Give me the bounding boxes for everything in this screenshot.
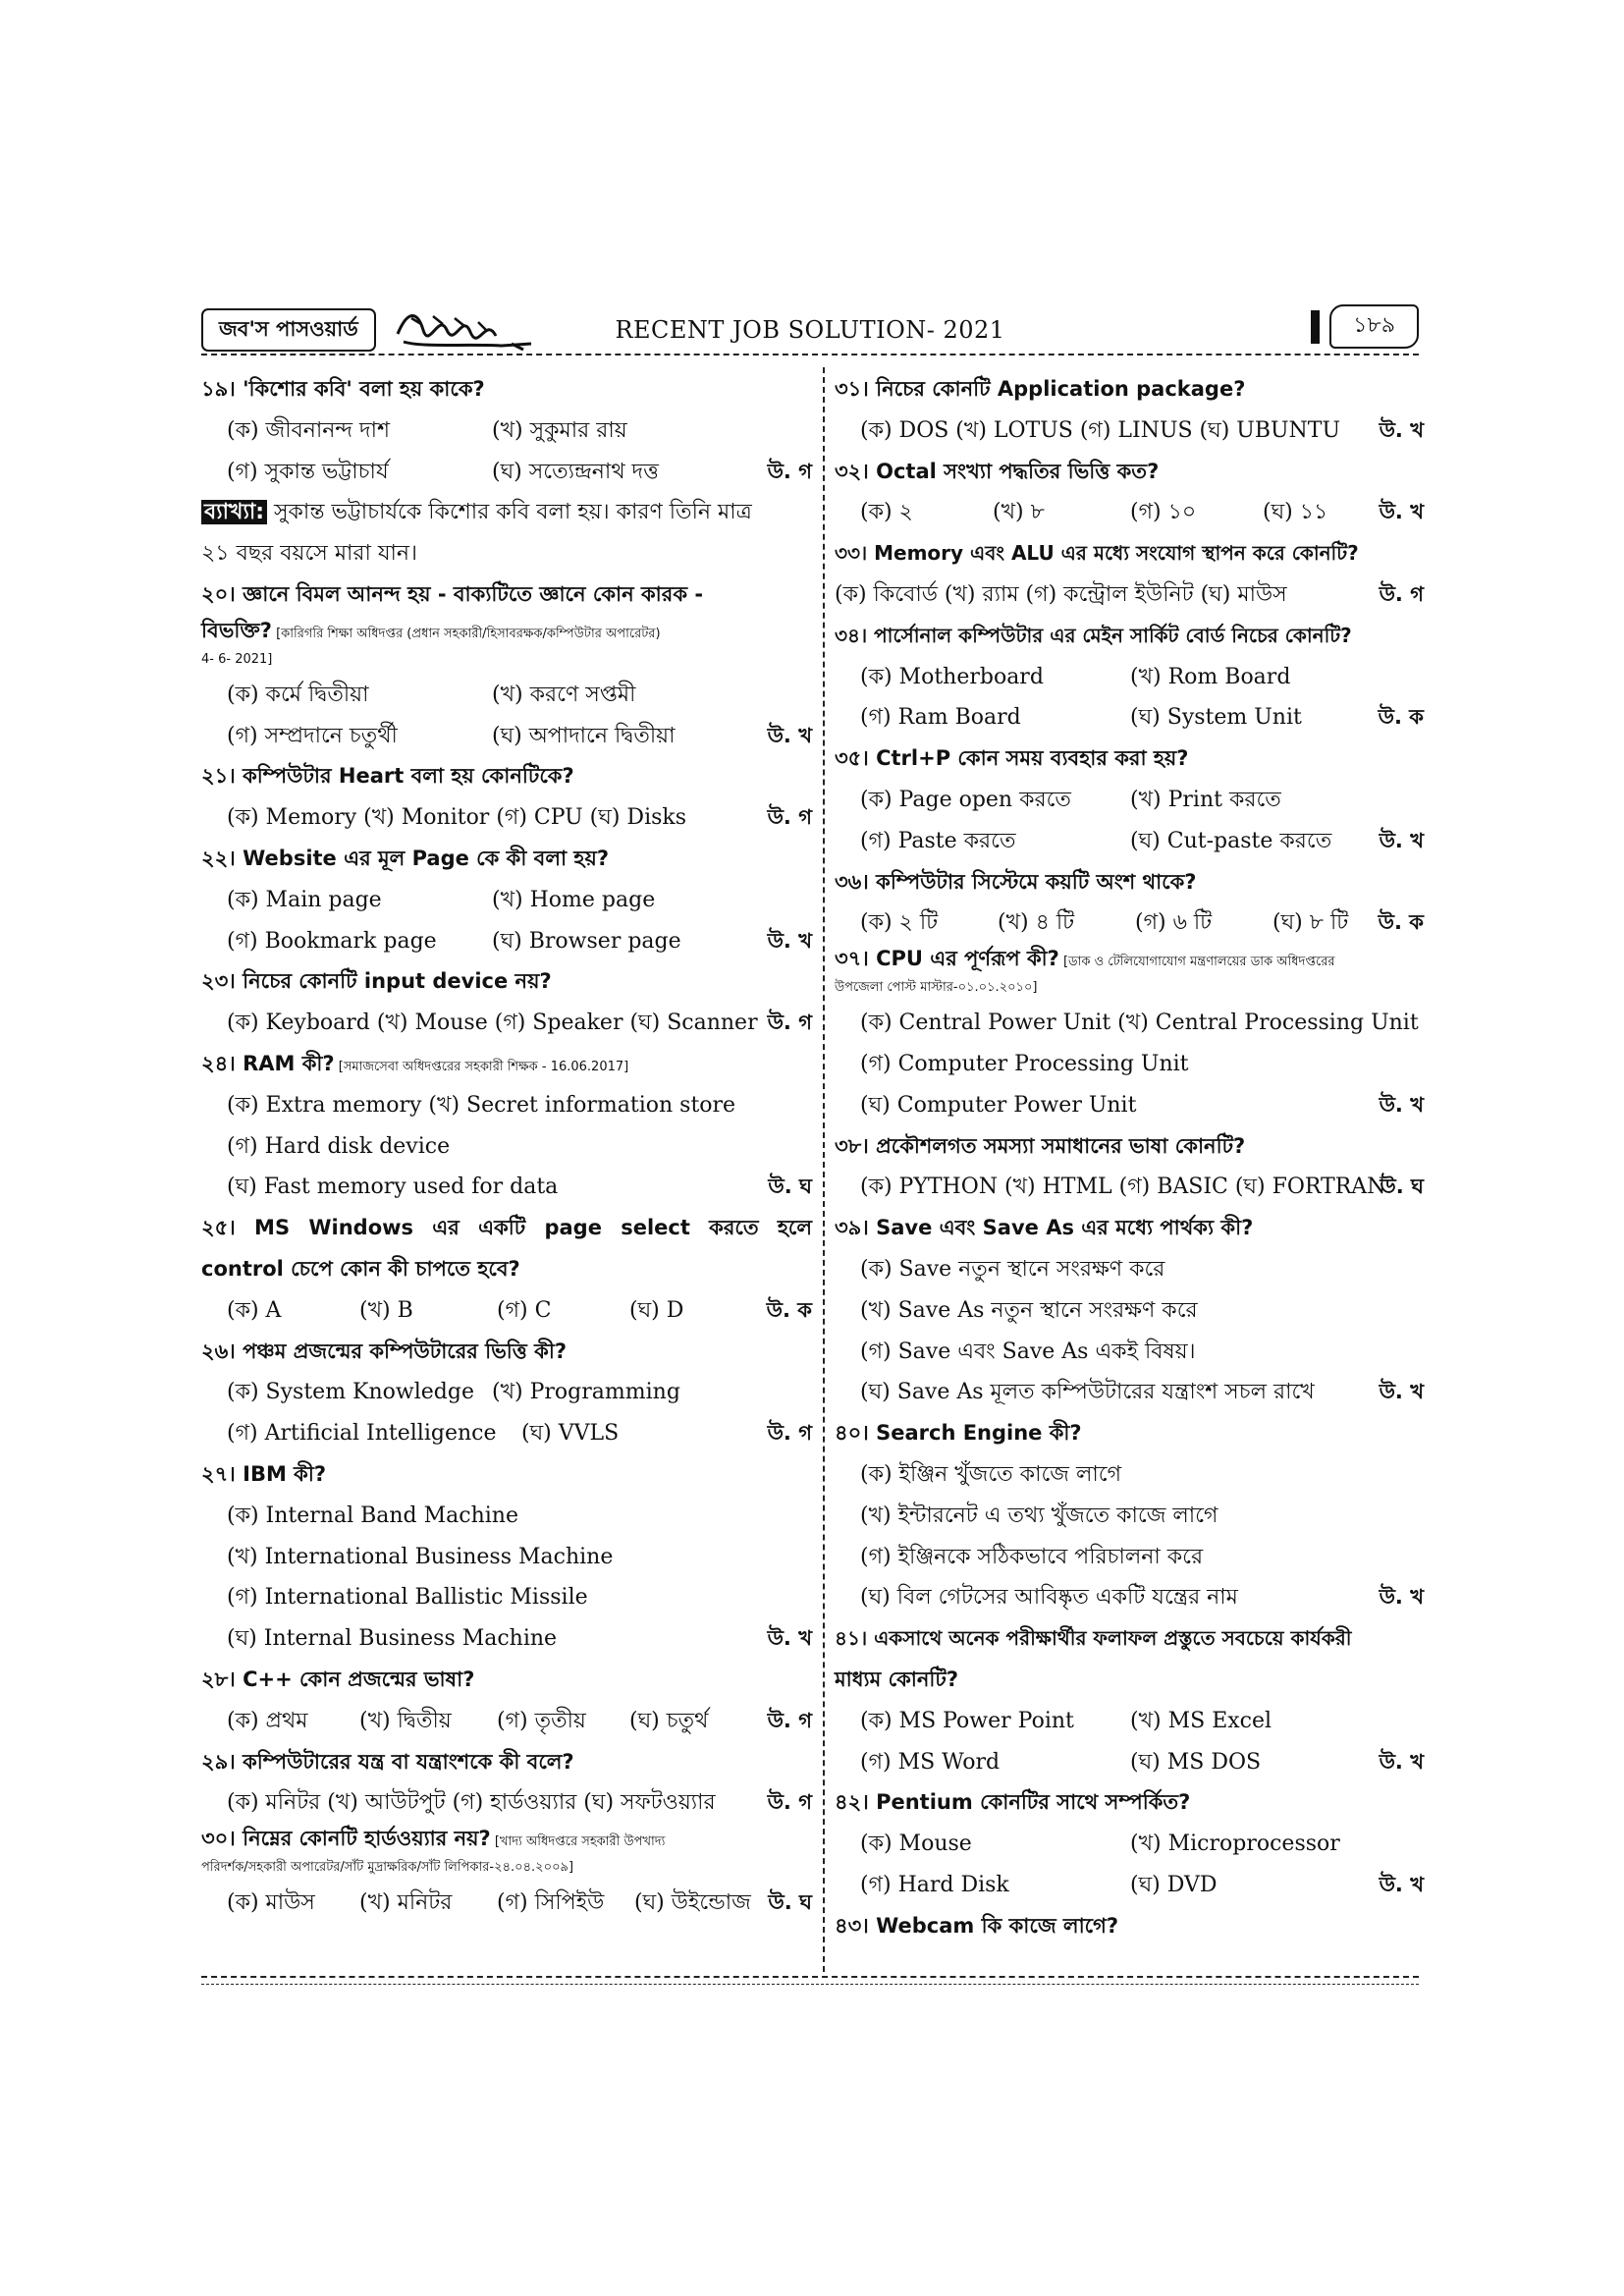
option: (খ) MS Excel bbox=[1130, 1708, 1272, 1733]
question-34: ৩৪। পার্সোনাল কম্পিউটার এর মেইন সার্কিট বোর্ড নিচের কোনটি? bbox=[835, 623, 1352, 647]
options-row bbox=[835, 1577, 1424, 1618]
question-text: ৩০। নিম্নের কোনটি হার্ডওয়্যার নয়? bbox=[201, 1827, 491, 1851]
source-note: [সমাজসেবা অধিদপ্তরের সহকারী শিক্ষক - 16.06.2017] bbox=[334, 1059, 629, 1074]
column-divider bbox=[823, 367, 825, 1972]
question-41: ৪১। একসাথে অনেক পরীক্ষার্থীর ফলাফল প্রস্তুতে সবচেয়ে কার্যকরী bbox=[835, 1626, 1352, 1651]
options-text: (ক) Memory (খ) Monitor (গ) CPU (ঘ) Disks bbox=[227, 805, 687, 831]
header-title: RECENT JOB SOLUTION- 2021 bbox=[615, 316, 1005, 344]
answer: উ. গ bbox=[767, 1011, 812, 1035]
option: (খ) সুকুমার রায় bbox=[492, 417, 627, 443]
explanation-label: ব্যাখ্যা: bbox=[201, 500, 267, 524]
options-row bbox=[201, 1782, 812, 1824]
answer: উ. খ bbox=[1379, 1749, 1424, 1774]
source-note: পরিদর্শক/সহকারী অপারেটর/সাঁট মুদ্রাক্ষরিক/সাঁট লিপিকার-২৪.০৪.২০০৯] bbox=[201, 1860, 574, 1876]
options-row bbox=[835, 1742, 1424, 1783]
question-20-cont bbox=[201, 616, 812, 645]
question-25-cont: control চেপে কোন কী চাপতে হবে? bbox=[201, 1256, 520, 1281]
option: (খ) Rom Board bbox=[1130, 664, 1291, 689]
options-row bbox=[835, 821, 1424, 862]
option: (ঘ) ৮ টি bbox=[1272, 910, 1349, 936]
footer-divider bbox=[201, 1984, 1419, 1985]
option: (ঘ) অপাদানে দ্বিতীয়া bbox=[492, 723, 676, 748]
options-row bbox=[201, 410, 812, 452]
option: (ঘ) Fast memory used for data bbox=[227, 1175, 559, 1200]
option: (গ) Ram Board bbox=[860, 705, 1021, 731]
option: (গ) MS Word bbox=[860, 1749, 1001, 1775]
question-27: ২৭। IBM কী? bbox=[201, 1461, 327, 1486]
option: (গ) সম্প্রদানে চতুর্থী bbox=[227, 723, 398, 748]
question-20: ২০। জ্ঞানে বিমল আনন্দ হয় - বাক্যটিতে জ্ঞানে কোন কারক - bbox=[201, 581, 704, 606]
answer: উ. গ bbox=[767, 1421, 812, 1446]
question-33: ৩৩। Memory এবং ALU এর মধ্যে সংযোগ স্থাপন করে কোনটি? bbox=[835, 541, 1359, 566]
options-row bbox=[201, 1883, 812, 1924]
page-number-bar bbox=[1311, 310, 1320, 344]
option: (ক) প্রথম bbox=[227, 1708, 308, 1733]
question-30 bbox=[201, 1824, 812, 1853]
source-note: 4- 6- 2021] bbox=[201, 651, 273, 667]
options-row bbox=[835, 1372, 1424, 1413]
page-header bbox=[201, 301, 1419, 352]
option: (ঘ) ১১ bbox=[1263, 500, 1328, 525]
option: (ঘ) Save As মূলত কম্পিউটারের যন্ত্রাংশ সচল রাখে bbox=[860, 1380, 1315, 1405]
options-text: (ক) মনিটর (খ) আউটপুট (গ) হার্ডওয়্যার (ঘ) সফটওয়্যার bbox=[227, 1790, 716, 1816]
question-26: ২৬। পঞ্চম প্রজন্মের কম্পিউটারের ভিত্তি কী? bbox=[201, 1339, 568, 1363]
option: (গ) ৬ টি bbox=[1135, 910, 1213, 936]
answer: উ. ক bbox=[1378, 705, 1424, 730]
option: (ঘ) MS DOS bbox=[1130, 1749, 1262, 1775]
question-41-cont: মাধ্যম কোনটি? bbox=[835, 1667, 959, 1691]
options-row bbox=[835, 574, 1424, 616]
options-text: (ক) Keyboard (খ) Mouse (গ) Speaker (ঘ) Scanner bbox=[227, 1011, 758, 1036]
question-24 bbox=[201, 1044, 812, 1085]
page-number: ১৮৯ bbox=[1329, 304, 1419, 349]
question-32: ৩২। Octal সংখ্যা পদ্ধতির ভিত্তি কত? bbox=[835, 459, 1160, 483]
options-row bbox=[201, 1372, 812, 1413]
answer: উ. ক bbox=[1378, 910, 1424, 935]
answer: উ. ঘ bbox=[768, 1175, 812, 1199]
question-40: ৪০। Search Engine কী? bbox=[835, 1421, 1082, 1446]
answer: উ. গ bbox=[767, 459, 812, 483]
answer: উ. গ bbox=[767, 1708, 812, 1732]
answer: উ. খ bbox=[767, 928, 812, 953]
option: (ক) জীবনানন্দ দাশ bbox=[227, 417, 391, 443]
option: (ক) Mouse bbox=[860, 1831, 972, 1857]
question-35: ৩৫। Ctrl+P কোন সময় ব্যবহার করা হয়? bbox=[835, 746, 1189, 771]
options-row bbox=[201, 880, 812, 921]
option: (গ) Paste করতে bbox=[860, 828, 1016, 853]
footer-divider bbox=[201, 1976, 1419, 1978]
option: (ক) কর্মে দ্বিতীয়া bbox=[227, 682, 369, 707]
option: (গ) C bbox=[497, 1297, 552, 1323]
option: (গ) Save এবং Save As একই বিষয়। bbox=[860, 1339, 1196, 1364]
source-note: [ডাক ও টেলিযোগাযোগ মন্ত্রণালয়ের ডাক অধিদপ্তরের bbox=[1058, 955, 1335, 970]
options-row bbox=[201, 452, 812, 493]
options-row bbox=[835, 902, 1424, 944]
option: (খ) International Business Machine bbox=[227, 1544, 614, 1569]
options-row bbox=[835, 657, 1424, 698]
option: (ক) Extra memory (খ) Secret information store bbox=[227, 1092, 736, 1118]
options-row bbox=[835, 1824, 1424, 1865]
option: (খ) B bbox=[359, 1297, 413, 1323]
answer: উ. গ bbox=[767, 805, 812, 830]
option: (খ) ৪ টি bbox=[998, 910, 1075, 936]
options-row bbox=[201, 1701, 812, 1742]
option: (ঘ) সত্যেন্দ্রনাথ দত্ত bbox=[492, 459, 659, 484]
option: (ক) MS Power Point bbox=[860, 1708, 1074, 1733]
option: (ঘ) D bbox=[629, 1297, 684, 1323]
question-36: ৩৬। কম্পিউটার সিস্টেমে কয়টি অংশ থাকে? bbox=[835, 869, 1197, 894]
option: (ঘ) DVD bbox=[1130, 1872, 1218, 1897]
options-row bbox=[201, 675, 812, 716]
options-row bbox=[201, 716, 812, 757]
options-text: (ক) কিবোর্ড (খ) র‍্যাম (গ) কন্ট্রোল ইউনিট (ঘ) মাউস bbox=[835, 581, 1287, 607]
option: (ক) Save নতুন স্থানে সংরক্ষণ করে bbox=[860, 1256, 1165, 1282]
option: (খ) করণে সপ্তমী bbox=[492, 682, 636, 707]
answer: উ. খ bbox=[1379, 417, 1424, 442]
option: (ক) ইঞ্জিন খুঁজতে কাজে লাগে bbox=[860, 1461, 1121, 1487]
question-29: ২৯। কম্পিউটারের যন্ত্র বা যন্ত্রাংশকে কী বলে? bbox=[201, 1749, 574, 1774]
option: (ক) ২ টি bbox=[860, 910, 939, 936]
option: (ক) Main page bbox=[227, 887, 382, 912]
options-text: (ক) DOS (খ) LOTUS (গ) LINUS (ঘ) UBUNTU bbox=[860, 417, 1341, 443]
options-row bbox=[201, 921, 812, 962]
option: (খ) Save As নতুন স্থানে সংরক্ষণ করে bbox=[860, 1297, 1198, 1323]
question-19: ১৯। 'কিশোর কবি' বলা হয় কাকে? bbox=[201, 377, 485, 401]
option: (ঘ) System Unit bbox=[1130, 705, 1302, 731]
source-note: উপজেলা পোস্ট মাস্টার-০১.০১.২০১০] bbox=[835, 980, 1038, 996]
brand-label: জব'স পাসওয়ার্ড bbox=[201, 308, 376, 352]
option: (ঘ) চতুর্থ bbox=[629, 1708, 709, 1733]
options-row bbox=[835, 780, 1424, 821]
answer: উ. খ bbox=[1379, 828, 1424, 852]
source-note: [খাদ্য অধিদপ্তরে সহকারী উপখাদ্য bbox=[490, 1834, 666, 1850]
page-number-area bbox=[1311, 304, 1419, 349]
question-21: ২১। কম্পিউটার Heart বলা হয় কোনটিকে? bbox=[201, 764, 574, 789]
option: (খ) Programming bbox=[492, 1380, 680, 1405]
options-row bbox=[835, 1701, 1424, 1742]
option: (ঘ) Browser page bbox=[492, 928, 681, 954]
option: (ঘ) Internal Business Machine bbox=[227, 1626, 558, 1652]
option: (ক) Central Power Unit (খ) Central Processing Unit bbox=[860, 1011, 1419, 1036]
header-divider bbox=[201, 354, 1419, 355]
explanation-text: ২১ বছর বয়সে মারা যান। bbox=[201, 541, 417, 567]
question-42: ৪২। Pentium কোনটির সাথে সম্পর্কিত? bbox=[835, 1790, 1191, 1815]
option: (গ) Hard disk device bbox=[227, 1133, 451, 1159]
option: (ক) Internal Band Machine bbox=[227, 1503, 518, 1528]
answer: উ. খ bbox=[1379, 1380, 1424, 1404]
options-row bbox=[835, 492, 1424, 533]
option: (ক) A bbox=[227, 1297, 282, 1323]
question-43: ৪৩। Webcam কি কাজে লাগে? bbox=[835, 1913, 1119, 1938]
option: (ঘ) বিল গেটসের আবিষ্কৃত একটি যন্ত্রের নাম bbox=[860, 1585, 1238, 1611]
question-37 bbox=[835, 944, 1424, 973]
option: (গ) Bookmark page bbox=[227, 928, 437, 954]
options-row bbox=[201, 1413, 812, 1454]
option: (ঘ) Cut-paste করতে bbox=[1130, 828, 1332, 853]
answer: উ. খ bbox=[1379, 1585, 1424, 1610]
option: (খ) Microprocessor bbox=[1130, 1831, 1340, 1857]
answer: উ. ঘ bbox=[1380, 1175, 1424, 1199]
question-31: ৩১। নিচের কোনটি Application package? bbox=[835, 377, 1246, 401]
question-28: ২৮। C++ কোন প্রজন্মের ভাষা? bbox=[201, 1667, 475, 1691]
option: (ক) Page open করতে bbox=[860, 787, 1071, 812]
option: (ক) Motherboard bbox=[860, 664, 1044, 689]
explanation-text: সুকান্ত ভট্টাচার্যকে কিশোর কবি বলা হয়। কারণ তিনি মাত্র bbox=[267, 500, 752, 525]
answer: উ. খ bbox=[767, 723, 812, 747]
option: (ক) ২ bbox=[860, 500, 913, 525]
option: (গ) ইঞ্জিনকে সঠিকভাবে পরিচালনা করে bbox=[860, 1544, 1204, 1569]
options-row bbox=[835, 697, 1424, 738]
option: (ঘ) উইন্ডোজ bbox=[634, 1890, 751, 1916]
option: (গ) Hard Disk bbox=[860, 1872, 1009, 1897]
option: (গ) International Ballistic Missile bbox=[227, 1585, 588, 1611]
option: (ক) মাউস bbox=[227, 1890, 315, 1916]
answer: উ. ঘ bbox=[768, 1890, 812, 1915]
option: (গ) ১০ bbox=[1130, 500, 1197, 525]
option: (গ) সিপিইউ bbox=[497, 1890, 605, 1916]
question-23: ২৩। নিচের কোনটি input device নয়? bbox=[201, 969, 552, 994]
right-column bbox=[835, 369, 1424, 1946]
option: (গ) Computer Processing Unit bbox=[860, 1051, 1189, 1076]
option: (খ) ইন্টারনেট এ তথ্য খুঁজতে কাজে লাগে bbox=[860, 1503, 1218, 1528]
answer: উ. খ bbox=[1379, 500, 1424, 524]
question-text: ২৪। RAM কী? bbox=[201, 1051, 335, 1075]
explanation bbox=[201, 492, 812, 533]
question-25: ২৫। MS Windows এর একটি page select করতে হলে bbox=[201, 1216, 812, 1240]
options-row bbox=[201, 1618, 812, 1660]
options-row bbox=[201, 1003, 812, 1044]
options-row bbox=[835, 1865, 1424, 1906]
question-39: ৩৯। Save এবং Save As এর মধ্যে পার্থক্য কী? bbox=[835, 1216, 1254, 1240]
options-row bbox=[835, 1085, 1424, 1126]
answer: উ. খ bbox=[767, 1626, 812, 1651]
options-row bbox=[835, 410, 1424, 452]
question-text: বিভক্তি? bbox=[201, 618, 272, 642]
option: (খ) Home page bbox=[492, 887, 656, 912]
option: (ক) System Knowledge bbox=[227, 1380, 474, 1405]
source-note: [কারিগরি শিক্ষা অধিদপ্তর (প্রধান সহকারী/হিসাবরক্ষক/কম্পিউটার অপারেটর) bbox=[271, 626, 661, 641]
options-text: (ক) PYTHON (খ) HTML (গ) BASIC (ঘ) FORTRAN bbox=[860, 1175, 1386, 1200]
option: (গ) সুকান্ত ভট্টাচার্য bbox=[227, 459, 389, 484]
option: (খ) মনিটর bbox=[359, 1890, 453, 1916]
question-22: ২২। Website এর মূল Page কে কী বলা হয়? bbox=[201, 846, 610, 870]
option: (ঘ) VVLS bbox=[521, 1421, 620, 1447]
option: (গ) Artificial Intelligence bbox=[227, 1421, 497, 1447]
options-row bbox=[201, 797, 812, 839]
options-row bbox=[835, 1167, 1424, 1208]
options-row bbox=[201, 1290, 812, 1332]
question-38: ৩৮। প্রকৌশলগত সমস্যা সমাধানের ভাষা কোনটি? bbox=[835, 1133, 1246, 1158]
option: (খ) দ্বিতীয় bbox=[359, 1708, 452, 1733]
answer: উ. ক bbox=[766, 1297, 812, 1322]
option: (গ) তৃতীয় bbox=[497, 1708, 586, 1733]
option: (খ) Print করতে bbox=[1130, 787, 1281, 812]
options-row bbox=[201, 1167, 812, 1208]
answer: উ. খ bbox=[1379, 1872, 1424, 1896]
answer: উ. গ bbox=[767, 1790, 812, 1815]
option: (ঘ) Computer Power Unit bbox=[860, 1092, 1137, 1118]
answer: উ. খ bbox=[1379, 1092, 1424, 1117]
answer: উ. গ bbox=[1379, 581, 1424, 606]
option: (খ) ৮ bbox=[993, 500, 1045, 525]
question-text: ৩৭। CPU এর পূর্ণরূপ কী? bbox=[835, 947, 1059, 971]
left-column bbox=[201, 369, 812, 1924]
